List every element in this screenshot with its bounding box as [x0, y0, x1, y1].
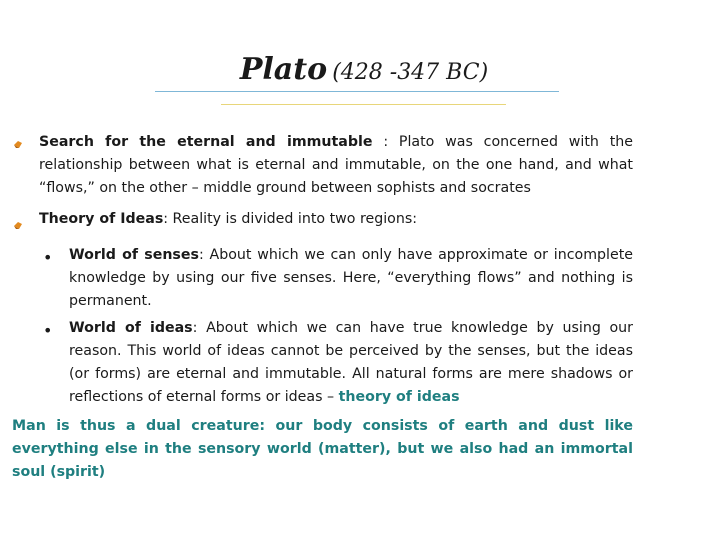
- title-dates: (428 -347 BC): [332, 60, 489, 85]
- subpoint-world-of-ideas: [69, 317, 633, 409]
- title-name: Plato: [239, 52, 328, 87]
- point-search: [39, 131, 633, 200]
- point-text: : Reality is divided into two regions:: [163, 211, 418, 227]
- title-underline-gold: [221, 104, 506, 105]
- subpoint-bullet: •: [43, 248, 53, 267]
- bullet-icon: [14, 140, 22, 148]
- bullet-icon: [14, 221, 22, 229]
- subpoint-text: : About which we can have true knowledge by using our reason. This world of ideas cannot be perceived by the senses, but the ideas (or forms) are eternal and immutable. All natural forms are mere shadows or reflections of eternal forms or ideas –: [69, 320, 633, 405]
- subpoint-heading: World of ideas: [69, 320, 193, 336]
- theory-of-ideas-highlight: theory of ideas: [338, 389, 460, 405]
- point-theory-of-ideas: [39, 208, 633, 231]
- conclusion-text: Man is thus a dual creature: our body consists of earth and dust like everything else in the sensory world (matter), but we also had an immortal soul (spirit): [12, 418, 633, 480]
- subpoint-bullet: •: [43, 321, 53, 340]
- title-underline-blue: [155, 91, 559, 92]
- subpoint-text: : About which we can only have approximate or incomplete knowledge by using our five senses. Here, “everything flows” and nothing is permanent.: [69, 247, 633, 309]
- point-heading: Search for the eternal and immutable: [39, 134, 373, 150]
- point-heading: Theory of Ideas: [39, 211, 164, 227]
- subpoint-world-of-senses: [69, 244, 633, 313]
- slide-title: [0, 52, 728, 87]
- point-text: : Plato was concerned with the relationship between what is eternal and immutable, on the one hand, and what “flows,” on the other – middle ground between sophists and socrates: [39, 134, 633, 196]
- subpoint-heading: World of senses: [69, 247, 199, 263]
